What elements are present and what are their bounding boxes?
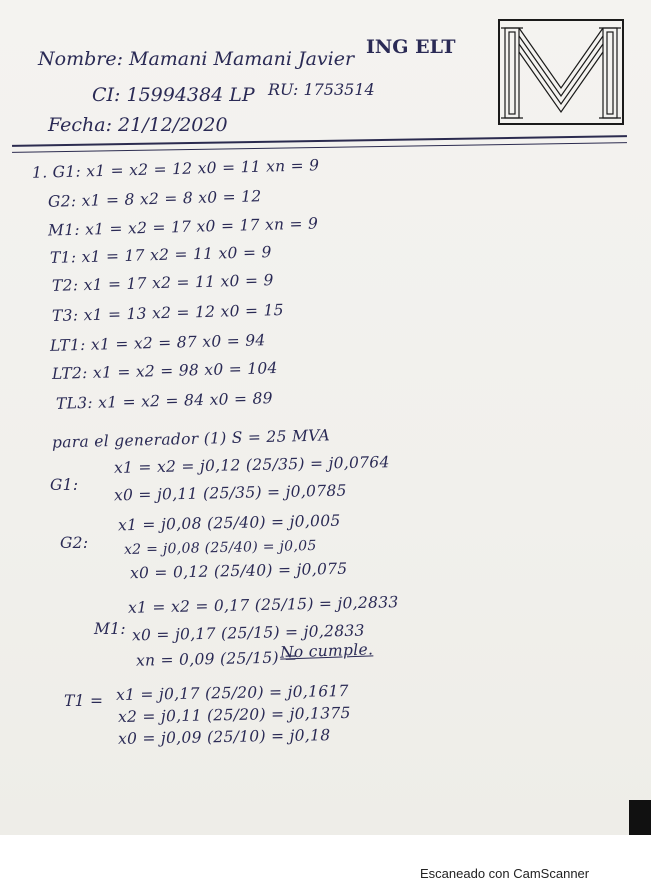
m1-line-1: x1 = x2 = 0,17 (25/15) = j0,2833 xyxy=(127,593,399,617)
ci-number: CI: 15994384 LP xyxy=(92,84,255,106)
student-name: Nombre: Mamani Mamani Javier xyxy=(38,48,355,70)
g1-label: G1: xyxy=(50,476,79,494)
g1-line-1: x1 = x2 = j0,12 (25/35) = j0,0764 xyxy=(113,453,390,477)
g2-line-1: x1 = j0,08 (25/40) = j0,005 xyxy=(117,511,341,535)
g2-line-2: x2 = j0,08 (25/40) = j0,05 xyxy=(123,537,317,559)
t1-line-3: x0 = j0,09 (25/10) = j0,18 xyxy=(117,726,331,748)
career-label: ING ELT xyxy=(366,36,456,58)
data-line-g1: 1. G1: x1 = x2 = 12 x0 = 11 xn = 9 xyxy=(31,156,320,182)
data-line-lt2: LT2: x1 = x2 = 98 x0 = 104 xyxy=(51,359,278,383)
g2-line-3: x0 = 0,12 (25/40) = j0,075 xyxy=(129,559,348,583)
t1-line-2: x2 = j0,11 (25/20) = j0,1375 xyxy=(117,703,351,727)
g1-line-2: x0 = j0,11 (25/35) = j0,0785 xyxy=(113,481,347,505)
data-line-t1: T1: x1 = 17 x2 = 11 x0 = 9 xyxy=(49,243,272,267)
t1-label: T1 = xyxy=(64,692,104,710)
data-line-m1: M1: x1 = x2 = 17 x0 = 17 xn = 9 xyxy=(47,214,319,240)
header-rule xyxy=(12,135,627,147)
scanner-footer: Escaneado con CamScanner xyxy=(420,866,590,881)
letter-m-logo-icon xyxy=(497,18,625,126)
data-line-tl3: TL3: x1 = x2 = 84 x0 = 89 xyxy=(55,389,274,413)
m1-line-2: x0 = j0,17 (25/15) = j0,2833 xyxy=(131,621,365,645)
m1-note: No cumple. xyxy=(279,640,374,662)
scan-edge-shadow xyxy=(629,800,651,835)
t1-line-1: x1 = j0,17 (25/20) = j0,1617 xyxy=(115,681,349,705)
ru-number: RU: 1753514 xyxy=(268,80,375,99)
m1-line-3: xn = 0,09 (25/15) = xyxy=(135,648,298,670)
data-line-lt1: LT1: x1 = x2 = 87 x0 = 94 xyxy=(49,331,266,355)
m1-label: M1: xyxy=(94,620,126,638)
date: Fecha: 21/12/2020 xyxy=(48,114,228,136)
data-line-g2: G2: x1 = 8 x2 = 8 x0 = 12 xyxy=(47,187,262,211)
g2-label: G2: xyxy=(60,534,89,552)
section-title: para el generador (1) S = 25 MVA xyxy=(51,426,331,452)
data-line-t3: T3: x1 = 13 x2 = 12 x0 = 15 xyxy=(51,300,285,326)
data-line-t2: T2: x1 = 17 x2 = 11 x0 = 9 xyxy=(51,271,274,295)
